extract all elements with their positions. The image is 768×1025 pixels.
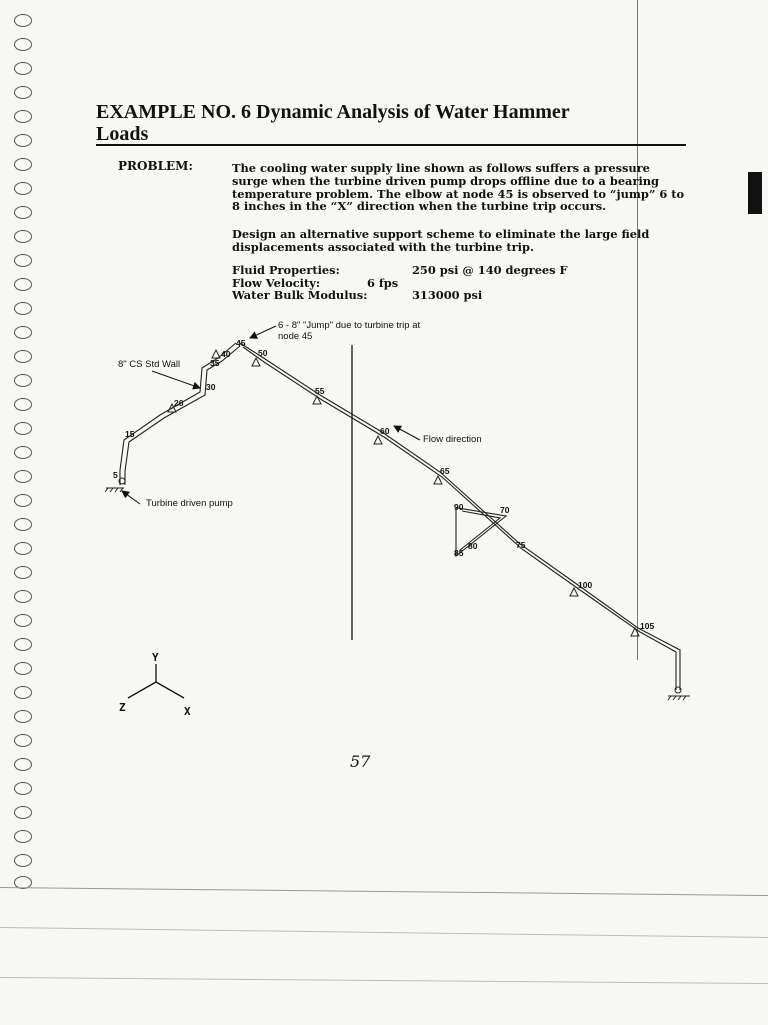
node-label: 85 [454,548,464,558]
property-label: Water Bulk Modulus: [232,288,368,302]
node-label: 60 [380,426,390,436]
page-number: 57 [350,752,371,771]
node-label: 70 [500,505,510,515]
jump-note: 6 - 8" "Jump" due to turbine trip at [278,320,421,331]
support-icon [374,436,382,444]
title-line-1: EXAMPLE NO. 6 Dynamic Analysis of Water Hammer [96,101,570,123]
flow-arrow-icon [394,426,420,440]
node-label: 50 [258,348,268,358]
property-value: 250 psi @ 140 degrees F [412,263,568,277]
node-label: 30 [206,382,216,392]
pipe-label: 8" CS Std Wall [118,359,181,370]
property-label: Flow Velocity: [232,275,321,290]
property-label: Fluid Properties: [232,263,340,277]
support-icon [252,358,260,366]
node-label: 35 [210,358,220,368]
flow-label: Flow direction [423,434,482,445]
axis-z-label: Z [119,701,126,714]
node-label: 80 [468,541,478,551]
node-labels [113,338,654,631]
problem-paragraph-2: Design an alternative support scheme to eliminate the large field displacements associated with the turbine trip. [232,227,650,254]
pipe-label-arrow-icon [152,371,200,388]
pipe-routing [120,343,680,690]
scan-edge-lines [0,885,768,1025]
axis-y-label: Y [152,651,159,664]
problem-paragraph-1: The cooling water supply line shown as follows suffers a pressure surge when the turbine driven pump drops offline due to a bearing temperature problem. The elbow at node 45 is observed to “jump” 6 to 8 inches in the “X” direction when the turbine trip occurs. [232,161,685,214]
support-icon [434,476,442,484]
support-icon [631,628,639,636]
node-label: 26 [174,398,184,408]
title-line-2: Loads [96,123,149,145]
support-icon [570,588,578,596]
node-label: 5 [113,470,118,480]
node-label: 40 [221,349,231,359]
node-label: 65 [440,466,450,476]
anchor-icon [105,488,124,492]
node-label: 55 [315,386,325,396]
pump-arrow-icon [122,491,140,504]
jump-note-node: node 45 [278,331,313,342]
property-value: 6 fps [367,275,399,290]
node-label: 105 [640,621,655,631]
node-label: 100 [578,580,593,590]
node-label: 15 [125,429,135,439]
problem-label: PROBLEM: [118,159,193,173]
anchor-icon [668,696,690,700]
node-label: 45 [236,338,246,348]
node-label: 90 [454,502,464,512]
axis-x-label: X [184,705,191,718]
pump-label: Turbine driven pump [146,498,233,509]
node-label: 75 [516,540,526,550]
coordinate-axes-icon [128,664,184,698]
jump-arrow-icon [250,326,276,338]
property-value: 313000 psi [412,288,483,302]
